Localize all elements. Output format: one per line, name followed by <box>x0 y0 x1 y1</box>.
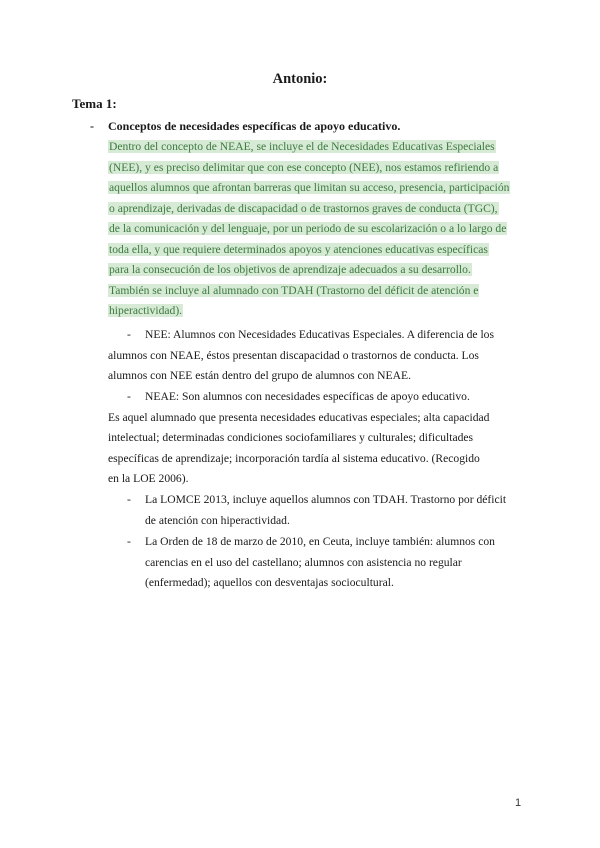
orden-line: La Orden de 18 de marzo de 2010, en Ceuta, incluye también: alumnos con <box>145 535 495 548</box>
highlighted-paragraph <box>108 137 528 322</box>
bullet-dash: - <box>127 535 131 548</box>
document-title: Antonio: <box>272 71 328 87</box>
highlighted-line: de la comunicación y del lenguaje, por un periodo de su escolarización o a lo largo de <box>109 222 507 235</box>
neae-line: NEAE: Son alumnos con necesidades específicas de apoyo educativo. <box>145 390 470 403</box>
orden-line: carencias en el uso del castellano; alumnos con asistencia no regular <box>145 555 462 569</box>
highlighted-line: para la consecución de los objetivos de aprendizaje adecuados a su desarrollo. <box>109 263 471 276</box>
highlighted-line: Dentro del concepto de NEAE, se incluye el de Necesidades Educativas Especiales <box>109 140 495 153</box>
bullet-dash: - <box>90 119 94 133</box>
neae-paragraph-line: intelectual; determinadas condiciones sociofamiliares y culturales; dificultades <box>108 431 474 444</box>
highlighted-line: aquellos alumnos que afrontan barreras que limitan su acceso, presencia, participación <box>109 181 510 194</box>
neae-paragraph-line: en la LOE 2006). <box>108 472 189 485</box>
nee-line: NEE: Alumnos con Necesidades Educativas Especiales. A diferencia de los <box>145 328 494 341</box>
highlighted-line: También se incluye al alumnado con TDAH (Trastorno del déficit de atención e <box>109 283 479 297</box>
page-number: 1 <box>515 797 522 809</box>
bullet-dash: - <box>127 493 131 506</box>
lomce-continuation <box>145 511 290 532</box>
bullet-dash: - <box>127 390 131 403</box>
lomce-line: de atención con hiperactividad. <box>145 513 290 527</box>
orden-line: (enfermedad); aquellos con desventajas sociocultural. <box>145 576 394 589</box>
bullet-dash: - <box>127 328 131 341</box>
neae-paragraph-line: específicas de aprendizaje; incorporación tardía al sistema educativo. (Recogido <box>108 451 480 465</box>
nee-line: alumnos con NEE están dentro del grupo de alumnos con NEAE. <box>108 369 411 382</box>
highlighted-line: o aprendizaje, derivadas de discapacidad o de trastornos graves de conducta (TGC), <box>109 201 498 215</box>
lomce-line: La LOMCE 2013, incluye aquellos alumnos con TDAH. Trastorno por déficit <box>145 493 507 506</box>
neae-paragraph <box>108 408 489 490</box>
section-title: Conceptos de necesidades específicas de apoyo educativo. <box>108 119 401 133</box>
nee-continuation <box>108 346 479 387</box>
highlighted-line: toda ella, y que requiere determinados apoyos y atenciones educativas específicas <box>109 242 488 256</box>
orden-continuation <box>145 553 462 594</box>
section-heading: Tema 1: <box>72 96 117 111</box>
nee-line: alumnos con NEAE, éstos presentan discapacidad o trastornos de conducta. Los <box>108 348 479 362</box>
highlighted-line: (NEE), y es preciso delimitar que con ese concepto (NEE), nos estamos refiriendo a <box>109 160 499 174</box>
highlighted-line: hiperactividad). <box>109 304 183 317</box>
neae-paragraph-line: Es aquel alumnado que presenta necesidades educativas especiales; alta capacidad <box>108 410 490 424</box>
